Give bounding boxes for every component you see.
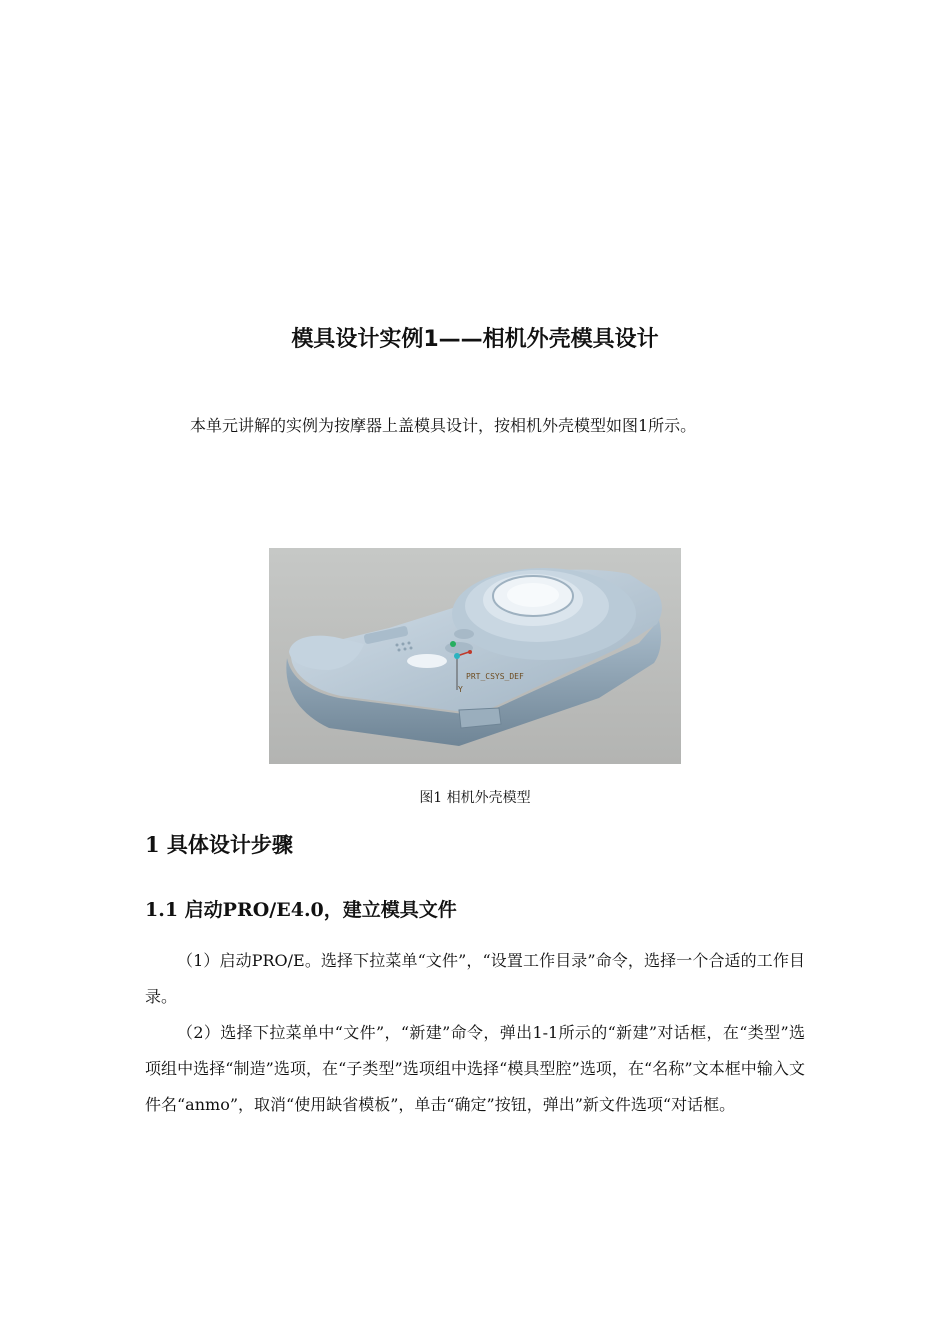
section-heading: 1 具体设计步骤 <box>145 832 293 857</box>
camera-housing-model-image <box>269 548 681 764</box>
intro-paragraph: 本单元讲解的实例为按摩器上盖模具设计，按相机外壳模型如图1所示。 <box>190 416 697 435</box>
figure-caption: 图1 相机外壳模型 <box>419 790 531 806</box>
subsection-heading: 1.1 启动PRO/E4.0，建立模具文件 <box>145 899 457 921</box>
camera-housing-figure <box>269 548 681 764</box>
document-title: 模具设计实例1——相机外壳模具设计 <box>291 327 659 352</box>
step-paragraph-1: （1）启动PRO/E。选择下拉菜单“文件”，“设置工作目录”命令，选择一个合适的工作目录。 <box>145 951 805 1006</box>
axis-label: Y <box>458 685 463 694</box>
step-paragraph-2: （2）选择下拉菜单中“文件”，“新建”命令，弹出1-1所示的“新建”对话框，在“类型”选项组中选择“制造”选项，在“子类型”选项组中选择“模具型腔”选项，在“名称”文本框中输入文件名“anmo”，取消“使用缺省模板”，单击“确定”按钮，弹出”新文件选项“对话框。 <box>145 1023 805 1114</box>
csys-label: PRT_CSYS_DEF <box>466 672 524 681</box>
